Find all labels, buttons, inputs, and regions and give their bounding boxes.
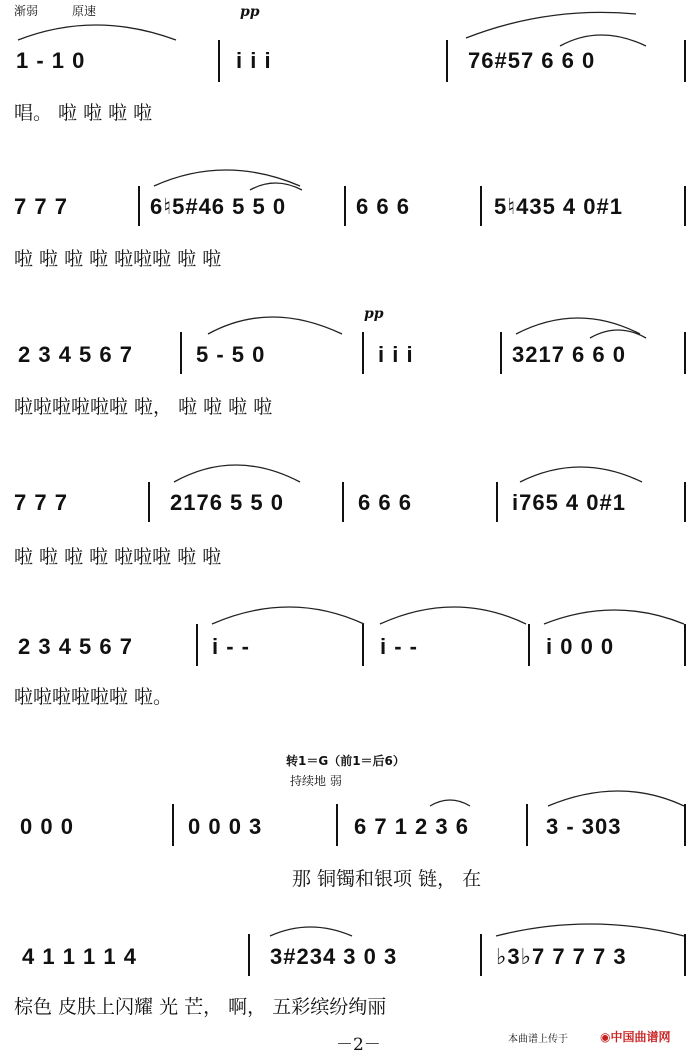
line5-measure4: i 0 0 0 [546,634,615,659]
watermark-logo-icon: ◉ [600,1030,611,1044]
line7-measure2: 3#234 3 0 3 [270,944,398,969]
line2-measure2: 6♮5#46 5 5 0 [150,194,287,219]
dynamic-marking-pp-2: pp [364,306,384,322]
watermark-text: 本曲谱上传于 [508,1034,568,1045]
line1-measure3: 76#57 6 6 0 [468,48,596,73]
line5-measure2: i - - [212,634,250,659]
line3-measure3: i i i [378,342,414,367]
line6-lyrics: 那 铜镯和银项 链， 在 [292,868,482,890]
line1-lyrics: 唱。 啦 啦 啦 啦 [14,102,153,124]
line5-measure3: i - - [380,634,418,659]
line2-measure4: 5♮435 4 0#1 [494,194,623,219]
dynamic-marking-pp-1: pp [240,4,260,20]
line6-measure4: 3 - 303 [546,814,622,839]
line2-measure1: 7 7 7 [14,194,68,219]
line1-measure1: 1 - 1 0 [16,48,86,73]
line7-measure1: 4 1 1 1 1 4 [22,944,137,969]
page-number: －2－ [336,1035,381,1055]
line4-measure3: 6 6 6 [358,490,412,515]
key-change-annotation: 转1＝G（前1＝后6） [286,754,405,768]
line3-lyrics: 啦啦啦啦啦啦 啦， 啦 啦 啦 啦 [14,396,273,418]
line2-measure3: 6 6 6 [356,194,410,219]
line4-lyrics: 啦 啦 啦 啦 啦啦啦 啦 啦 [14,546,222,568]
tempo-direction-diminuendo: 渐弱 [14,4,39,18]
line7-measure3: ♭3♭7 7 7 7 3 [496,944,627,969]
watermark-logo-text: 中国曲谱网 [610,1030,671,1044]
line1-measure2: i i i [236,48,272,73]
line7-lyrics: 棕色 皮肤上闪耀 光 芒， 啊， 五彩缤纷绚丽 [14,996,387,1018]
line6-measure1: 0 0 0 [20,814,74,839]
line4-measure4: i765 4 0#1 [512,490,626,515]
key-change-direction: 持续地 弱 [290,774,342,788]
line4-measure2: 2176 5 5 0 [170,490,284,515]
line5-lyrics: 啦啦啦啦啦啦 啦。 [14,686,173,708]
line4-measure1: 7 7 7 [14,490,68,515]
line6-measure2: 0 0 0 3 [188,814,263,839]
line2-lyrics: 啦 啦 啦 啦 啦啦啦 啦 啦 [14,248,222,270]
line5-measure1: 2 3 4 5 6 7 [18,634,133,659]
line3-measure4: 3217 6 6 0 [512,342,626,367]
line6-measure3: 6 7 1 2 3 6 [354,814,469,839]
watermark-logo [600,1028,671,1045]
line3-measure1: 2 3 4 5 6 7 [18,342,133,367]
line3-measure2: 5 - 5 0 [196,342,266,367]
tempo-direction-atempo: 原速 [72,4,97,18]
